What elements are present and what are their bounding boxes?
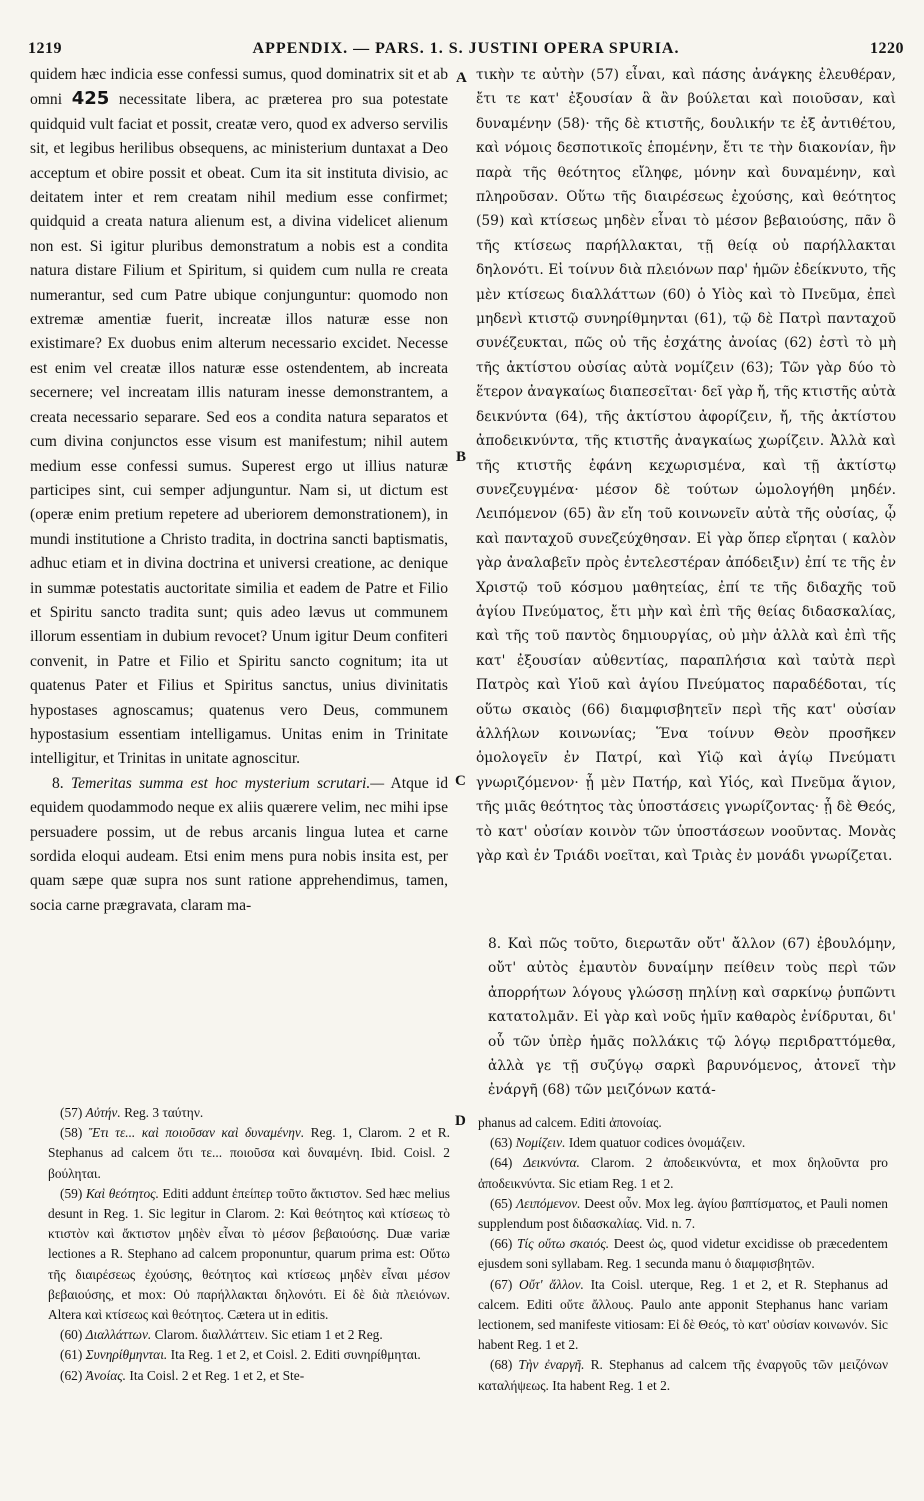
running-title: APPENDIX. — PARS. 1. S. JUSTINI OPERA SPURIA. xyxy=(252,40,680,57)
margin-letter-b: B xyxy=(456,449,467,465)
footnote: (58) Ἔτι τε... καὶ ποιοῦσαν καὶ δυναμένην. Reg. 1, Clarom. 2 et R. Stephanus ad calcem ὅτι τε... ποιοῦσα καὶ δυναμένη. Ibid. Coisl. 2 βούληται. xyxy=(48,1125,450,1181)
footnote: (60) Διαλλάττων. Clarom. διαλλάττειν. Sic etiam 1 et 2 Reg. xyxy=(60,1327,383,1343)
margin-letter-d: D xyxy=(455,1113,466,1129)
page-number-right: 1220 xyxy=(870,40,904,57)
latin-text-1b: necessitate libera, ac præterea pro sua potestate quidquid vult faciat et possit, creatæ vero, quod ex adverso servilis sit, et legibus herilibus obsequens, ac ministerium duntaxat a Deo acceptum et obire possit et obeat. Cum ita sit instituta divisio, ac deitatem inter et rem creatam nihil medium esse confirmet; quidquid a creata natura alienum est, a divina videlicet alienum non est. Si igitur pluribus demonstratum a nobis est a condita natura distare Filium et Spiritum, si quidem cum nulla re creata numerantur, sed cum Patre ubique conjunguntur: quomodo non extremæ amentiæ fuerit, increatæ illos naturæ esse non existimare? Ex duobus enim alterum necessario excidet. Necesse est enim vel creatæ illos naturæ esse ostendentem, ab increata secernere; vel increatam illis naturam inesse demonstrantem, a creata necessario separare. Sed eos a condita natura separatos et cum divina conjunctos esse visum est manifestum; nihil autem medium esse confessi sumus. Superest ergo ut illius naturæ participes sint, cui semper adjunguntur. Nam si, ut dictum est (operæ enim pretium repetere ad uberiorem demonstrationem), in mundi institutione a Christo tradita, in doctrina sancti baptismatis, adhuc etiam et in divina doctrina et universi creatione, ac denique in summæ potestatis auctoritate similia et eadem de Patre et Filio et Spiritu sancto tradita sunt; quis adeo lævus ut communem illorum essentiam in dubium revocet? Unum igitur Deum confiteri convenit, in Patre et Filio et Spiritu sancto cognitum; ita ut quatenus Pater et Filius et Spiritus sanctus, unius divinitatis hypostases agnoscamus; quatenus vero Deus, communem hypostasium essentiam intelligamus. Unitas enim in Trinitate intelligitur, et Trinitas in unitate agnoscitur. xyxy=(30,91,449,768)
footnote: (62) Ἀνοίας. Ita Coisl. 2 et Reg. 1 et 2, et Ste- xyxy=(60,1367,305,1383)
footnote: (61) Συνηρίθμηνται. Ita Reg. 1 et 2, et Coisl. 2. Editi συνηρίθμηται. xyxy=(60,1347,421,1363)
section-title: Temeritas summa est hoc mysterium scrutari.— xyxy=(70,774,385,792)
latin-column xyxy=(30,63,448,918)
margin-letter-c: C xyxy=(455,773,466,789)
greek-paragraph-2: 8. Καὶ πῶς τοῦτο, διερωτᾶν οὔτ' ἄλλον (67) ἐβουλόμην, οὔτ' αὐτὸς ἐμαυτὸν δυναίμην πείθειν τοὺς περὶ τῶν ἀπορρήτων λόγους γλώσσῃ πηλίνῃ καὶ σαρκίνῳ ῥυπῶντι κατατολμᾶν. Εἰ γὰρ καὶ νοῦς ἡμῖν καθαρὸς ἐνίδρυται, δι' οὗ τῶν ὑπὲρ ἡμᾶς πολλάκις τῷ λόγῳ περιδραττόμεθα, ἀλλὰ γε τῇ συζύγῳ σαρκὶ βαρυνόμενος, ἀτονεῖ τὴν ἐνάργῆ (68) τῶν μειζόνων κατά- xyxy=(488,936,896,1099)
footnote: (57) Αὐτήν. Reg. 3 ταύτην. xyxy=(60,1105,204,1120)
greek-section-8 xyxy=(488,932,896,1103)
footnotes-left xyxy=(48,1103,450,1386)
footnote: (65) Λειπόμενον. Deest οὖν. Mox leg. ἁγίου βαπτίσματος, et Pauli nomen supplendum post διδασκαλίας. Vid. n. 7. xyxy=(478,1195,888,1232)
latin-paragraph-1 xyxy=(30,63,448,772)
footnote: phanus ad calcem. Editi ἀπονοίας. xyxy=(478,1115,662,1130)
footnote: (66) Τίς οὕτω σκαιός. Deest ὡς, quod videtur excidisse ob præcedentem ejusdem soni syllabam. Reg. 1 secunda manu ὁ διαμφισβητῶν. xyxy=(478,1236,888,1272)
footnote: (64) Δεικνύντα. Clarom. 2 ἀποδεικνύντα, et mox δηλοῦντα pro ἀποδεικνύντα. Sic etiam Reg. 1 et 2. xyxy=(478,1155,888,1191)
page-number-left: 1219 xyxy=(28,40,62,57)
footnote: (67) Οὔτ' ἄλλον. Ita Coisl. uterque, Reg. 1 et 2, et R. Stephanus ad calcem. Editi οὔτε ἄλλους. Paulo ante apponit Stephanus hanc variam lectionem, sed manifeste vitiosam: Εἰ δὲ Θεός, τὸ κατ' οὐσίαν κοινωνόν. Sic habent Reg. 1 et 2. xyxy=(478,1276,888,1353)
footnotes-right xyxy=(478,1113,888,1396)
footnote: (63) Νομίζειν. Idem quatuor codices ὀνομάζειν. xyxy=(490,1135,746,1151)
latin-text-1a: quidem hæc indicia esse confessi sumus, quod dominatrix sit et ab omni xyxy=(30,66,448,109)
greek-column xyxy=(476,63,896,868)
margin-letter-a: A xyxy=(456,70,467,86)
latin-paragraph-2 xyxy=(30,772,448,918)
footnote: (59) Καὶ θεότητος. Editi addunt ἐπείπερ τοῦτο ἄκτιστον. Sed hæc melius desunt in Reg. 1. Sic legitur in Clarom. 2: Καὶ θεότητος καὶ κτίσεως τὸ κτιστὸν καὶ ἄκτιστον μηδὲν εἶναι τὸ μέσον βεβαιούσης. Duæ variæ lectiones a R. Stephano ad calcem proponuntur, quarum prima est: Οὕτω τῆς διαιρέσεως ἐχούσης, θεότητος καὶ κτίσεως μηδὲν εἶναι μέσον βεβαιούσης, et mox: Οὐ παρήλλακται δηλονότι. Εἰ δὲ διὰ πλειόνων. Altera καὶ κτίσεως καὶ θεότητος. Cætera ut in editis. xyxy=(48,1185,450,1323)
latin-text-2: Atque id equidem quodammodo neque ex aliis quærere velim, nec mihi ipse persuadere possim, ut de rebus arcanis lingua lutea et carne sordida eloqui audeam. Etsi enim mens pura nobis insita est, per quam sæpe quæ supra nos sunt ratione apprehendimus, tamen, socia carne prægravata, claram ma- xyxy=(30,774,448,914)
section-number: 8. xyxy=(52,774,64,792)
footnote: (68) Τὴν ἐναργῆ. R. Stephanus ad calcem τῆς ἐναργοῦς τῶν μειζόνων καταλήψεως. Ita habent Reg. 1 et 2. xyxy=(478,1357,888,1393)
greek-paragraph-1: τικὴν τε αὐτὴν (57) εἶναι, καὶ πάσης ἀνάγκης ἐλευθέραν, ἔτι τε κατ' ἐξουσίαν ἃ ἂν βούλεται καὶ ποιοῦσαν, καὶ δυναμένην (58)· τῆς δὲ κτιστῆς, δουλικήν τε ἐξ ἀντιθέτου, καὶ νόμοις δεσποτικοῖς ἑπομένην, ἔτι τε τὴν διακονίαν, ἣν παρὰ τῆς θεότητος εἴληφε, μόνην καὶ δυναμένην, καὶ πληροῦσαν. Οὕτω τῆς διαιρέσεως ἐχούσης, καὶ θεότητος (59) καὶ κτίσεως μηδὲν εἶναι τὸ μέσον βεβαιούσης, πᾶν ὃ τῆς κτίσεως παρήλλακται, τῇ θείᾳ οὐ παρήλλακται δηλονότι. Εἰ τοίνυν διὰ πλειόνων παρ' ἡμῶν ἐδείκνυτο, τῆς μὲν κτίσεως διαλλάττων (60) ὁ Υἱὸς καὶ τὸ Πνεῦμα, ἐπεὶ μηδενὶ κτιστῷ συνηρίθμηνται (61), τῷ δὲ Πατρὶ πανταχοῦ συνέζευκται, πῶς οὐ τῆς ἐσχάτης ἀνοίας (62) ἐστὶ τὸ μὴ τῆς ἀκτίστου οὐσίας αὐτὰ νομίζειν (63); Τῶν γὰρ δύο τὸ ἕτερον ἀναγκαίως διαπεσεῖται· δεῖ γὰρ ἤ, τῆς κτιστῆς αὐτὰ δεικνύντα (64), τῆς ἀκτίστου ἀφορίζειν, ἤ, τῆς ἀκτίστου ἀποδεικνύντα, τῆς κτιστῆς ἀναγκαίως χωρίζειν. Ἀλλὰ καὶ τῆς κτιστῆς ἐφάνη κεχωρισμένα, καὶ τῇ ἀκτίστῳ συνεζευγμένα· μέσον δὲ τούτων ὡμολογήθη μηδέν. Λειπόμενον (65) ἂν εἴη τοῦ κοινωνεῖν αὐτὰ τῆς οὐσίας, ᾧ καὶ πανταχοῦ συνεζεύχθησαν. Εἰ γὰρ ὅπερ εἴρηται ( καλὸν γὰρ ἀναλαβεῖν πρὸς ἐντελεστέραν ἀπόδειξιν) ἐπί τε τῆς ἐν Χριστῷ τοῦ κόσμου μαθητείας, ἐπί τε τῆς διδαχῆς τοῦ ἁγίου Πνεύματος, ἔτι μὴν καὶ ἐπὶ τῆς θείας διδασκαλίας, καὶ τῆς τοῦ παντὸς δημιουργίας, οὐ μὴν ἀλλὰ καὶ ἐπὶ τῆς κατ' ἐξουσίαν αὐθεντίας, παραπλήσια καὶ ταὐτὰ περὶ Πατρὸς καὶ Υἱοῦ καὶ ἁγίου Πνεύματος παραδέδοται, τίς οὕτω σκαιὸς (66) διαμφισβητεῖν περὶ τῆς κατ' οὐσίαν ἀλλήλων κοινωνίας; Ἕνα τοίνυν Θεὸν προσῆκεν ὁμολογεῖν ἐν Πατρί, καὶ Υἱῷ καὶ ἁγίῳ Πνεύματι γνωριζόμενον· ᾗ μὲν Πατήρ, καὶ Υἱός, καὶ Πνεῦμα ἅγιον, τῆς μιᾶς θεότητος τὰς ὑποστάσεις γνωρίζοντας· ᾗ δὲ Θεός, τὸ κατ' οὐσίαν κοινὸν τῶν ὑποστάσεων νοοῦντας. Μονὰς γὰρ καὶ ἐν Τριάδι νοεῖται, καὶ Τριὰς ἐν μονάδι γνωρίζεται. xyxy=(476,67,896,864)
chapter-marker: 425 xyxy=(71,88,110,110)
